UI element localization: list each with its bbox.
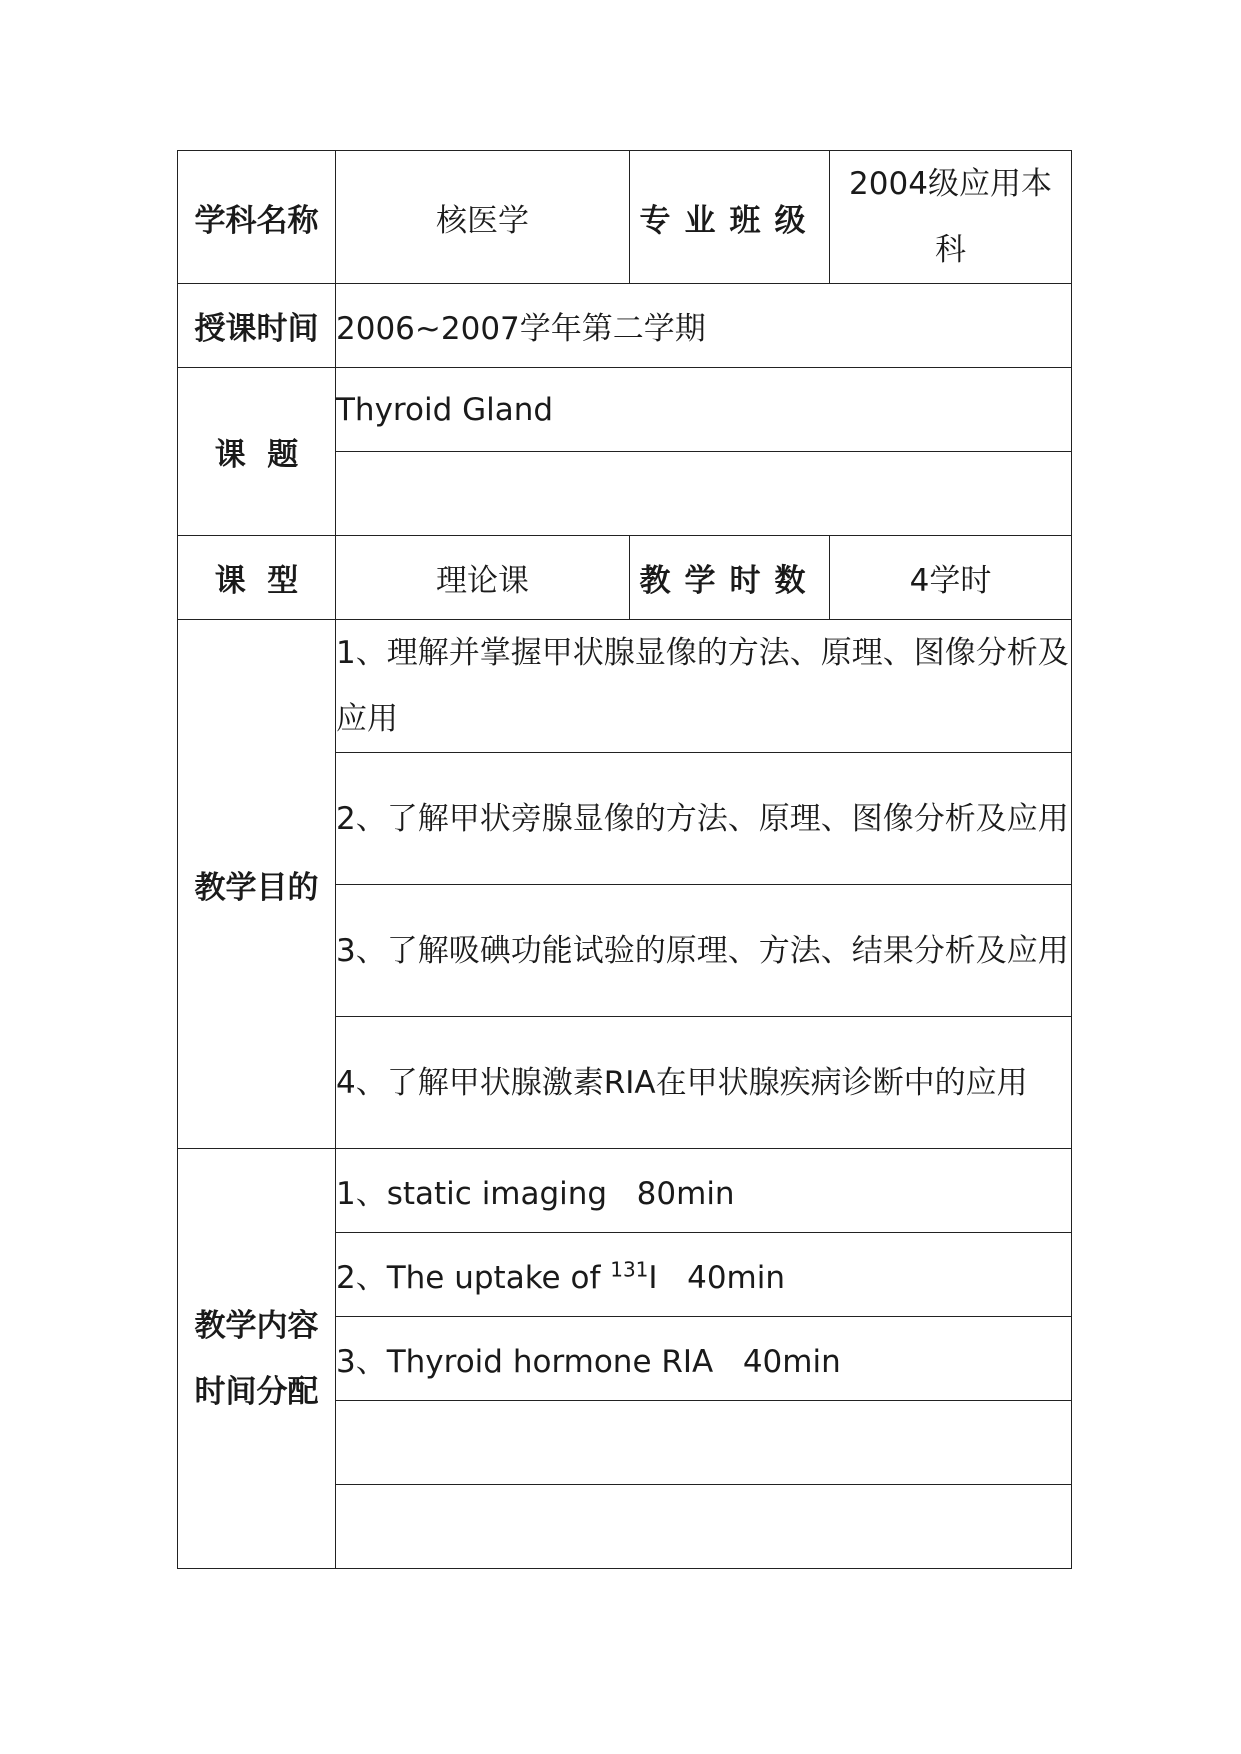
time-label: 授课时间 <box>178 284 336 368</box>
topic-label: 课 题 <box>178 368 336 536</box>
class-value: 2004级应用本科 <box>830 151 1072 284</box>
content-item-2-prefix: 2、The uptake of <box>336 1260 611 1296</box>
content-item-2 <box>336 1233 1072 1317</box>
row-type <box>178 536 1072 620</box>
objective-item-2: 2、了解甲状旁腺显像的方法、原理、图像分析及应用 <box>336 753 1072 885</box>
content-label <box>178 1149 336 1569</box>
subject-label: 学科名称 <box>178 151 336 284</box>
topic-title: Thyroid Gland <box>336 368 1072 452</box>
objective-item-1: 1、理解并掌握甲状腺显像的方法、原理、图像分析及应用 <box>336 620 1072 753</box>
teaching-plan-table <box>177 150 1072 1569</box>
objectives-label: 教学目的 <box>178 620 336 1149</box>
topic-subtitle <box>336 452 1072 536</box>
row-topic <box>178 368 1072 452</box>
row-objective-1 <box>178 620 1072 753</box>
type-value: 理论课 <box>336 536 630 620</box>
content-label-line1: 教学内容 <box>194 1307 319 1344</box>
hours-label: 教学时数 <box>630 536 830 620</box>
subject-value: 核医学 <box>336 151 630 284</box>
row-content-1 <box>178 1149 1072 1233</box>
objective-item-4: 4、了解甲状腺激素RIA在甲状腺疾病诊断中的应用 <box>336 1017 1072 1149</box>
objective-item-3: 3、了解吸碘功能试验的原理、方法、结果分析及应用 <box>336 885 1072 1017</box>
time-value: 2006~2007学年第二学期 <box>336 284 1072 368</box>
row-time <box>178 284 1072 368</box>
content-item-5 <box>336 1485 1072 1569</box>
content-item-1: 1、static imaging 80min <box>336 1149 1072 1233</box>
row-subject <box>178 151 1072 284</box>
content-label-line2: 时间分配 <box>194 1373 319 1410</box>
class-label: 专业班级 <box>630 151 830 284</box>
content-item-2-suffix: I 40min <box>648 1260 786 1296</box>
hours-value: 4学时 <box>830 536 1072 620</box>
content-item-3: 3、Thyroid hormone RIA 40min <box>336 1317 1072 1401</box>
isotope-mass-number: 131 <box>610 1257 649 1282</box>
type-label: 课 型 <box>178 536 336 620</box>
content-item-4 <box>336 1401 1072 1485</box>
